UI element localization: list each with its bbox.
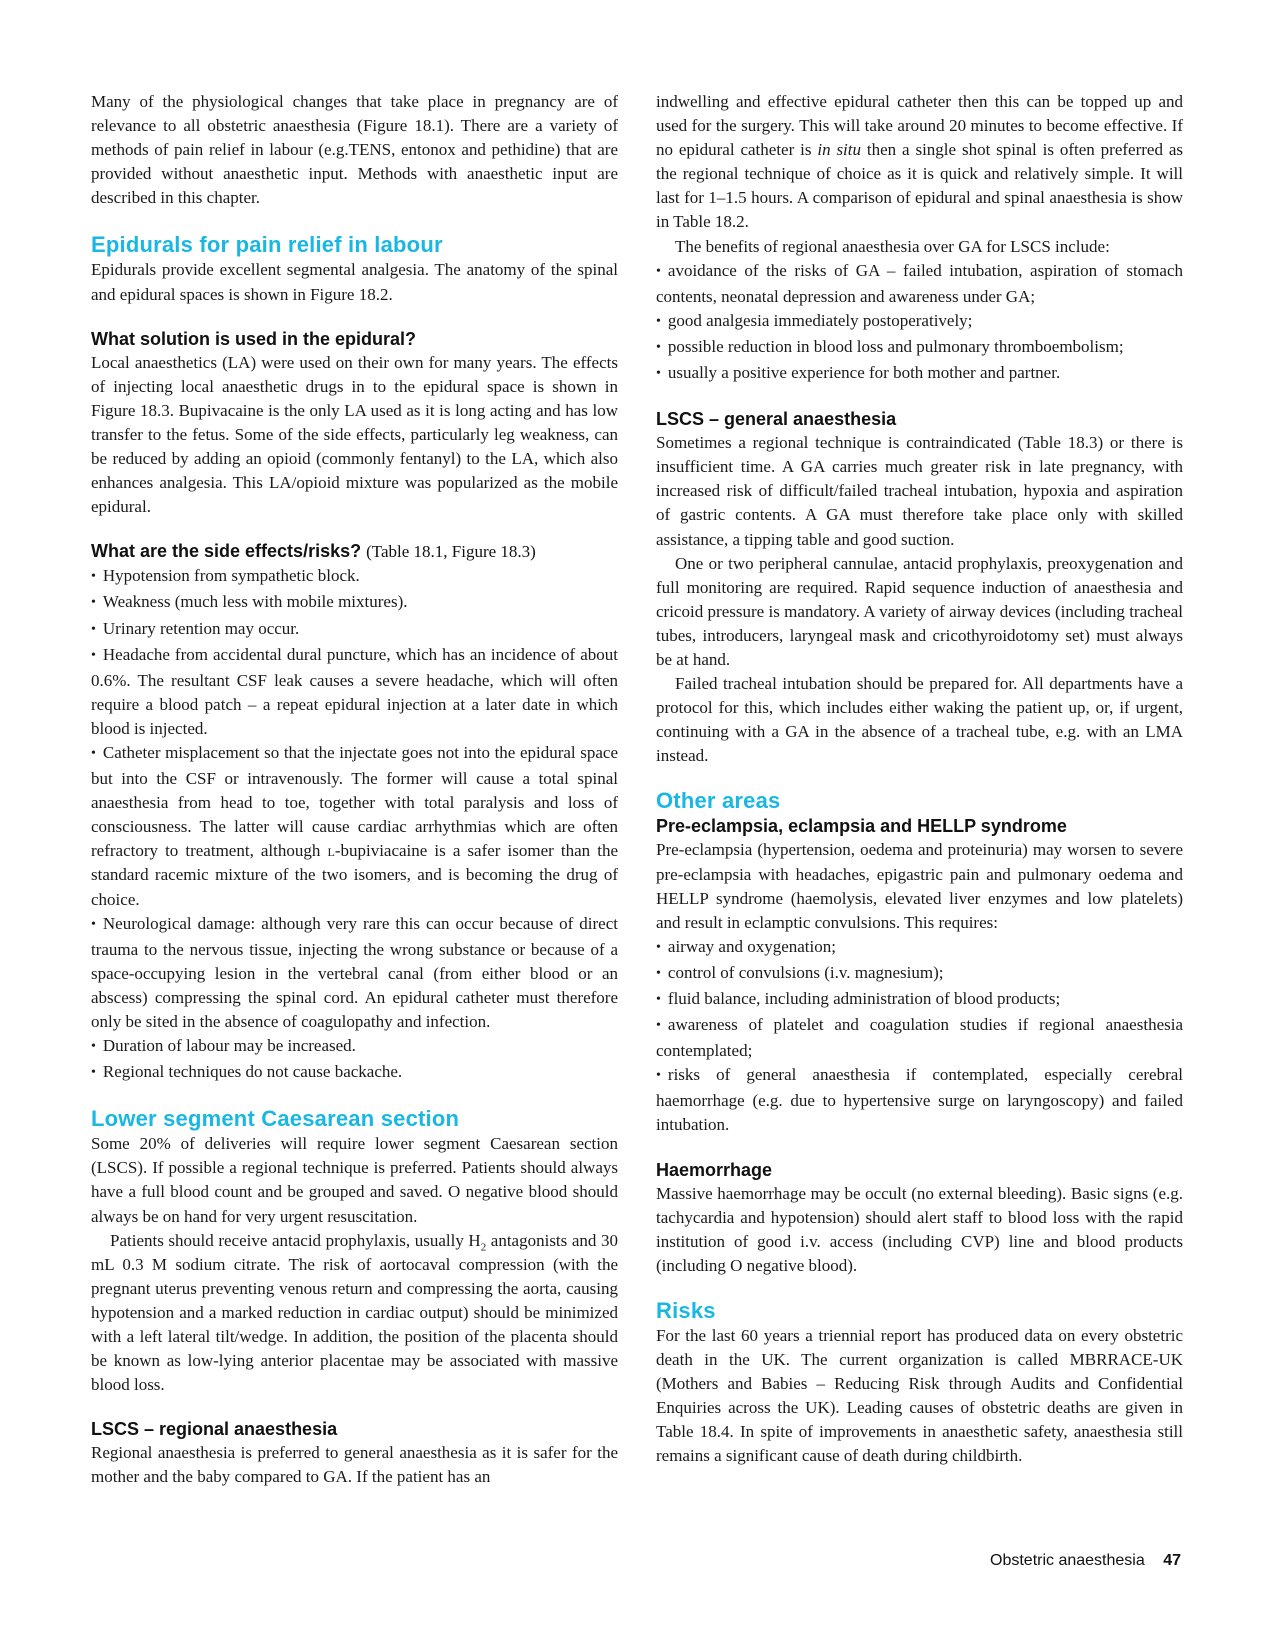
general-paragraph-3: Failed tracheal intubation should be prepared for. All departments have a protocol for this, which includes either waking the patient up, or, if urgent, continuing with a GA in the absence of a tracheal tube, e.g. with an LMA instead. [656,674,1183,766]
general-paragraph-2: One or two peripheral cannulae, antacid prophylaxis, preoxygenation and full monitoring are required. Rapid sequence induction of anaesthesia and cricoid pressure is mandatory. A variety of airway devices (including tracheal tubes, introducers, laryngeal mask and cricothyroidotomy set) must always be at hand. [656,553,1183,669]
pre-eclampsia-paragraph: Pre-eclampsia (hypertension, oedema and proteinuria) may worsen to severe pre-eclampsia with headaches, epigastric pain and pulmonary oedema and HELLP syndrome (haemolysis, elevated liver enzymes and low platelets) and result in eclamptic convulsions. This requires: [656,840,1183,932]
list-item: • avoidance of the risks of GA – failed intubation, aspiration of stomach contents, neonatal depression and awareness under GA; [656,259,1183,309]
subheading-solution: What solution is used in the epidural? [91,328,417,349]
subscript: 2 [480,1241,487,1254]
page-footer [990,1552,1181,1570]
general-paragraph-1: Sometimes a regional technique is contraindicated (Table 18.3) or there is insufficient time. A GA carries much greater risk in late pregnancy, with increased risk of difficult/failed tracheal intubation, hypoxia and aspiration of gastric contents. A GA must therefore take place only with skilled assistance, a tipping table and good suction. [656,433,1183,549]
intro-paragraph: Many of the physiological changes that take place in pregnancy are of relevance to all obstetric anaesthesia (Figure 18.1). There are a variety of methods of pain relief in labour (e.g.TENS, entonox and pethidine) that are provided without anaesthetic input. Methods with anaesthetic input are described in this chapter. [91,92,618,208]
side-effects-title: What are the side effects/risks? [91,541,362,562]
haemorrhage-paragraph: Massive haemorrhage may be occult (no external bleeding). Basic signs (e.g. tachycardia and hypotension) should alert staff to blood loss with the rapid institution of good i.v. access (including CVP) line and blood products (including O negative blood). [656,1183,1183,1275]
list-item: • usually a positive experience for both mother and partner. [656,361,1183,387]
list-item: • Hypotension from sympathetic block. [91,564,618,590]
pre-eclampsia-list [656,935,1183,1138]
list-item: • good analgesia immediately postoperatively; [656,309,1183,335]
benefits-intro: The benefits of regional anaesthesia over GA for LSCS include: [675,236,1110,256]
subheading-regional: LSCS – regional anaesthesia [91,1419,338,1440]
list-item: • airway and oxygenation; [656,935,1183,961]
running-chapter-title: Obstetric anaesthesia [990,1552,1145,1569]
lscs-paragraph-1: Some 20% of deliveries will require lower segment Caesarean section (LSCS). If possible a regional technique is preferred. Patients should always have a full blood count and be grouped and saved. O negative blood should always be on hand for very urgent resuscitation. [91,1134,618,1226]
list-item: • risks of general anaesthesia if contemplated, especially cerebral haemorrhage (e.g. due to hypertensive surge on laryngoscopy) and failed intubation. [656,1063,1183,1137]
side-effects-list [91,564,618,1086]
section-heading-epidurals: Epidurals for pain relief in labour [91,232,443,258]
list-item [91,741,618,912]
list-item: • Regional techniques do not cause backache. [91,1060,618,1086]
subheading-side-effects [91,539,618,564]
list-item-text: Catheter misplacement so that the injectate goes not into the epidural space but into the CSF or intravenously. The former will cause a total spinal anaesthesia from head to toe, together with total paralysis and loss of consciousness. The latter will cause cardiac arrhythmias which are often refractory to treatment, although [91,742,618,861]
right-column [656,90,1183,1469]
list-item: • Duration of labour may be increased. [91,1034,618,1060]
section-heading-other-areas: Other areas [656,788,781,814]
list-item: • Urinary retention may occur. [91,617,618,643]
list-item: • possible reduction in blood loss and pulmonary thromboembolism; [656,335,1183,361]
list-item: • awareness of platelet and coagulation studies if regional anaesthesia contemplated; [656,1013,1183,1063]
list-item: • Neurological damage: although very rare this can occur because of direct trauma to the nervous tissue, injecting the wrong substance or because of a space-occupying lesion in the vertebral canal (from either blood or an abscess) compressing the spinal cord. An epidural catheter must therefore only be sited in the absence of coagulopathy and infection. [91,912,618,1034]
section-heading-lscs: Lower segment Caesarean section [91,1106,460,1132]
list-item: • Weakness (much less with mobile mixtures). [91,590,618,616]
left-column [91,90,618,1490]
italic-in-situ: in situ [817,140,862,160]
risks-paragraph: For the last 60 years a triennial report has produced data on every obstetric death in the UK. The current organization is called MBRRACE-UK (Mothers and Babies – Reducing Risk through Audits and Confidential Enquiries across the UK). Leading causes of obstetric deaths are given in Table 18.4. In spite of improvements in anaesthetic safety, anaesthesia still remains a significant cause of death during childbirth. [656,1325,1183,1466]
lscs-paragraph-2: Patients should receive antacid prophylaxis, usually $H_2$ antagonists and 30 mL 0.3 M sodium citrate. The risk of aortocaval compression (with the pregnant uterus preventing venous return and compressing the aorta, causing hypotension and a marked reduction in cardiac output) should be minimized with a left lateral tilt/wedge. In addition, the position of the placenta should be known as low-lying anterior placentae may be associated with massive blood loss. [91,1230,618,1395]
epidurals-paragraph: Epidurals provide excellent segmental analgesia. The anatomy of the spinal and epidural spaces is shown in Figure 18.2. [91,260,618,304]
section-heading-risks: Risks [656,1297,716,1323]
solution-paragraph: Local anaesthetics (LA) were used on their own for many years. The effects of injecting local anaesthetic drugs in to the epidural space is shown in Figure 18.3. Bupivacaine is the only LA used as it is long acting and has low transfer to the fetus. Some of the side effects, particularly leg weakness, can be reduced by adding an opioid (commonly fentanyl) to the LA, which also enhances analgesia. This LA/opioid mixture was popularized as the mobile epidural. [91,352,618,517]
subheading-haemorrhage: Haemorrhage [656,1159,773,1180]
benefits-list [656,259,1183,387]
list-item: • Headache from accidental dural puncture, which has an incidence of about 0.6%. The resultant CSF leak causes a severe headache, which will often require a blood patch – a repeat epidural injection at a later date in which blood is injected. [91,643,618,741]
regional-paragraph: Regional anaesthesia is preferred to general anaesthesia as it is safer for the mother and the baby compared to GA. If the patient has an [91,1443,618,1487]
small-caps-l: l [327,841,335,861]
side-effects-reference: (Table 18.1, Figure 18.3) [366,542,536,562]
subheading-general: LSCS – general anaesthesia [656,409,897,430]
list-item: • fluid balance, including administration of blood products; [656,987,1183,1013]
list-item-text: -bupiviacaine is a safer isomer than the standard racemic mixture of the two isomers, and is becoming the drug of choice. [91,841,618,909]
page-number: 47 [1163,1552,1181,1569]
list-item: • control of convulsions (i.v. magnesium); [656,961,1183,987]
regional-continued-paragraph: indwelling and effective epidural catheter then this can be topped up and used for the surgery. This will take around 20 minutes to become effective. If no epidural catheter is in situ then a single shot spinal is often preferred as the regional technique of choice as it is quick and relatively simple. It will last for 1–1.5 hours. A comparison of epidural and spinal anaesthesia is show in Table 18.2. [656,92,1183,232]
subheading-pre-eclampsia: Pre-eclampsia, eclampsia and HELLP syndrome [656,816,1067,837]
